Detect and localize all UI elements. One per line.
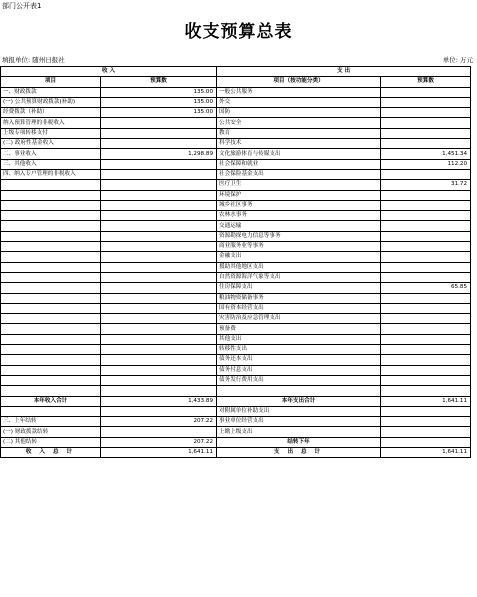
currency-unit: 单位: 万元 <box>442 56 473 64</box>
table-row <box>1 406 471 416</box>
income-value-cell: 207.22 <box>101 437 217 447</box>
expense-value-cell <box>381 128 471 138</box>
income-item-cell <box>1 190 101 200</box>
table-row <box>1 427 471 437</box>
table-row <box>1 108 471 118</box>
income-item-cell <box>1 345 101 355</box>
income-value-cell <box>101 231 217 241</box>
expense-item-cell: 上缴上级支出 <box>217 427 381 437</box>
expense-item-cell: 文化旅游体育与传媒支出 <box>217 149 381 159</box>
table-row <box>1 180 471 190</box>
table-row <box>1 334 471 344</box>
expense-item-cell <box>217 386 381 396</box>
income-value-cell <box>101 355 217 365</box>
income-budget-header: 预算数 <box>101 77 217 87</box>
income-value-cell: 1,298.89 <box>101 149 217 159</box>
expense-value-cell <box>381 169 471 179</box>
expense-item-cell: 援助其他地区支出 <box>217 262 381 272</box>
expense-value-cell <box>381 355 471 365</box>
income-value-cell <box>101 293 217 303</box>
expense-value-cell <box>381 221 471 231</box>
table-row <box>1 169 471 179</box>
income-item-cell <box>1 314 101 324</box>
expense-value-cell <box>381 252 471 262</box>
table-row <box>1 159 471 169</box>
table-row <box>1 200 471 210</box>
table-row <box>1 437 471 447</box>
table-row <box>1 303 471 313</box>
income-value-cell <box>101 242 217 252</box>
income-item-cell <box>1 334 101 344</box>
expense-item-cell: 预备费 <box>217 324 381 334</box>
income-item-header: 项目 <box>1 77 101 87</box>
income-item-cell: 四、纳入专户管理的非税收入 <box>1 169 101 179</box>
expense-value-cell <box>381 427 471 437</box>
expense-item-cell: 科学技术 <box>217 139 381 149</box>
expense-item-cell: 社会保障和就业 <box>217 159 381 169</box>
expense-value-cell <box>381 108 471 118</box>
table-row <box>1 118 471 128</box>
expense-item-cell: 商业服务业等事务 <box>217 242 381 252</box>
income-item-cell: 经费拨款（补助） <box>1 108 101 118</box>
income-value-cell <box>101 118 217 128</box>
income-item-cell: (一) 财政拨款结转 <box>1 427 101 437</box>
income-value-cell <box>101 221 217 231</box>
income-value-cell: 135.00 <box>101 97 217 107</box>
income-item-cell <box>1 262 101 272</box>
expense-value-cell <box>381 417 471 427</box>
header-column-row <box>1 77 471 87</box>
income-item-cell <box>1 355 101 365</box>
income-value-cell <box>101 180 217 190</box>
total-row <box>1 396 471 406</box>
expense-value-cell <box>381 386 471 396</box>
table-row <box>1 417 471 427</box>
grand-expense-label: 支 出 总 计 <box>217 447 381 457</box>
expense-item-cell: 债务发行费用支出 <box>217 375 381 385</box>
document-label: 部门公开表1 <box>2 2 42 10</box>
income-item-cell <box>1 242 101 252</box>
expense-item-cell: 自然资源海洋气象等支出 <box>217 272 381 282</box>
expense-item-header: 项目（按功能分类） <box>217 77 381 87</box>
expense-value-cell <box>381 345 471 355</box>
income-value-cell <box>101 406 217 416</box>
expense-item-cell: 公共安全 <box>217 118 381 128</box>
expense-value-cell <box>381 139 471 149</box>
table-row <box>1 231 471 241</box>
income-value-cell <box>101 169 217 179</box>
income-group-header: 收 入 <box>1 67 217 77</box>
income-value-cell <box>101 200 217 210</box>
expense-value-cell: 31.72 <box>381 180 471 190</box>
total-expense-value: 1,641.11 <box>381 396 471 406</box>
income-item-cell <box>1 211 101 221</box>
income-value-cell <box>101 334 217 344</box>
expense-value-cell <box>381 406 471 416</box>
income-item-cell: 二、事业收入 <box>1 149 101 159</box>
income-value-cell <box>101 345 217 355</box>
table-row <box>1 355 471 365</box>
grand-expense-value: 1,641.11 <box>381 447 471 457</box>
income-item-cell <box>1 200 101 210</box>
income-item-cell <box>1 221 101 231</box>
income-value-cell <box>101 303 217 313</box>
income-item-cell <box>1 386 101 396</box>
expense-item-cell: 对附属单位补助支出 <box>217 406 381 416</box>
income-item-cell <box>1 375 101 385</box>
expense-value-cell <box>381 200 471 210</box>
expense-item-cell: 金融支出 <box>217 252 381 262</box>
total-income-value: 1,433.89 <box>101 396 217 406</box>
expense-item-cell: 债务付息支出 <box>217 365 381 375</box>
income-value-cell <box>101 190 217 200</box>
total-income-label: 本年收入合计 <box>1 396 101 406</box>
expense-group-header: 支 出 <box>217 67 471 77</box>
income-value-cell: 207.22 <box>101 417 217 427</box>
income-item-cell <box>1 283 101 293</box>
expense-item-cell: 城乡社区事务 <box>217 200 381 210</box>
income-value-cell <box>101 365 217 375</box>
expense-item-cell: 灾害防治及应急管理支出 <box>217 314 381 324</box>
expense-value-cell <box>381 87 471 97</box>
table-row <box>1 242 471 252</box>
income-value-cell <box>101 262 217 272</box>
grand-income-value: 1,641.11 <box>101 447 217 457</box>
expense-value-cell <box>381 242 471 252</box>
table-row <box>1 87 471 97</box>
income-item-cell: (二) 其他结转 <box>1 437 101 447</box>
table-row <box>1 211 471 221</box>
income-item-cell <box>1 303 101 313</box>
expense-item-cell: 国有资本经营支出 <box>217 303 381 313</box>
expense-value-cell <box>381 324 471 334</box>
table-row <box>1 262 471 272</box>
expense-value-cell: 65.85 <box>381 283 471 293</box>
income-item-cell <box>1 324 101 334</box>
income-value-cell <box>101 386 217 396</box>
grand-income-label: 收 入 总 计 <box>1 447 101 457</box>
expense-value-cell <box>381 272 471 282</box>
income-value-cell <box>101 375 217 385</box>
income-item-cell: (二) 政府性基金收入 <box>1 139 101 149</box>
expense-item-cell: 环境保护 <box>217 190 381 200</box>
income-item-cell: (一) 公共预算财政拨款(补助) <box>1 97 101 107</box>
table-row <box>1 149 471 159</box>
income-value-cell: 135.00 <box>101 108 217 118</box>
income-item-cell: 纳入预算管理的非税收入 <box>1 118 101 128</box>
table-row <box>1 345 471 355</box>
table-row <box>1 293 471 303</box>
expense-item-cell: 社会保险基金支出 <box>217 169 381 179</box>
income-item-cell: 一、财政拨款 <box>1 87 101 97</box>
expense-item-cell: 国防 <box>217 108 381 118</box>
expense-value-cell: 112.20 <box>381 159 471 169</box>
table-row <box>1 375 471 385</box>
income-value-cell <box>101 272 217 282</box>
income-value-cell <box>101 427 217 437</box>
income-item-cell <box>1 252 101 262</box>
expense-item-cell: 粮油物资储备事务 <box>217 293 381 303</box>
expense-value-cell <box>381 97 471 107</box>
table-row <box>1 97 471 107</box>
expense-value-cell <box>381 211 471 221</box>
expense-value-cell <box>381 375 471 385</box>
table-row <box>1 324 471 334</box>
income-item-cell: 三、其他收入 <box>1 159 101 169</box>
expense-budget-header: 预算数 <box>381 77 471 87</box>
table-row <box>1 283 471 293</box>
income-item-cell <box>1 231 101 241</box>
table-row <box>1 386 471 396</box>
income-item-cell <box>1 365 101 375</box>
expense-value-cell <box>381 334 471 344</box>
expense-value-cell <box>381 118 471 128</box>
expense-item-cell: 结转下年 <box>217 437 381 447</box>
income-value-cell <box>101 159 217 169</box>
income-value-cell <box>101 314 217 324</box>
table-row <box>1 128 471 138</box>
income-value-cell: 135.00 <box>101 87 217 97</box>
expense-item-cell: 事业单位经营支出 <box>217 417 381 427</box>
table-row <box>1 272 471 282</box>
income-item-cell <box>1 272 101 282</box>
table-row <box>1 190 471 200</box>
expense-value-cell <box>381 314 471 324</box>
income-item-cell <box>1 406 101 416</box>
income-item-cell <box>1 180 101 190</box>
page-title: 收支预算总表 <box>184 22 293 42</box>
table-row <box>1 252 471 262</box>
header-group-row <box>1 67 471 77</box>
table-row <box>1 139 471 149</box>
income-item-cell: 三、上年结转 <box>1 417 101 427</box>
expense-value-cell <box>381 262 471 272</box>
expense-item-cell: 教育 <box>217 128 381 138</box>
total-expense-label: 本年支出合计 <box>217 396 381 406</box>
expense-item-cell: 交通运输 <box>217 221 381 231</box>
budget-table <box>0 66 471 458</box>
income-value-cell <box>101 128 217 138</box>
income-value-cell <box>101 324 217 334</box>
income-item-cell <box>1 293 101 303</box>
expense-value-cell <box>381 190 471 200</box>
expense-item-cell: 债务还本支出 <box>217 355 381 365</box>
expense-value-cell <box>381 365 471 375</box>
reporting-unit: 填报单位: 随州日报社 <box>2 56 65 64</box>
table-row <box>1 221 471 231</box>
income-value-cell <box>101 283 217 293</box>
expense-value-cell <box>381 303 471 313</box>
expense-value-cell: 1,451.34 <box>381 149 471 159</box>
expense-item-cell: 医疗卫生 <box>217 180 381 190</box>
expense-item-cell: 外交 <box>217 97 381 107</box>
income-value-cell <box>101 252 217 262</box>
income-value-cell <box>101 211 217 221</box>
expense-value-cell <box>381 293 471 303</box>
expense-item-cell: 住房保障支出 <box>217 283 381 293</box>
table-row <box>1 365 471 375</box>
expense-value-cell <box>381 437 471 447</box>
income-value-cell <box>101 139 217 149</box>
expense-item-cell: 一般公共服务 <box>217 87 381 97</box>
expense-item-cell: 农林水事务 <box>217 211 381 221</box>
table-row <box>1 314 471 324</box>
expense-item-cell: 其他支出 <box>217 334 381 344</box>
expense-value-cell <box>381 231 471 241</box>
expense-item-cell: 转移性支出 <box>217 345 381 355</box>
expense-item-cell: 资源勘探电力信息等事务 <box>217 231 381 241</box>
income-item-cell: 上级专项转移支付 <box>1 128 101 138</box>
grand-total-row <box>1 447 471 457</box>
